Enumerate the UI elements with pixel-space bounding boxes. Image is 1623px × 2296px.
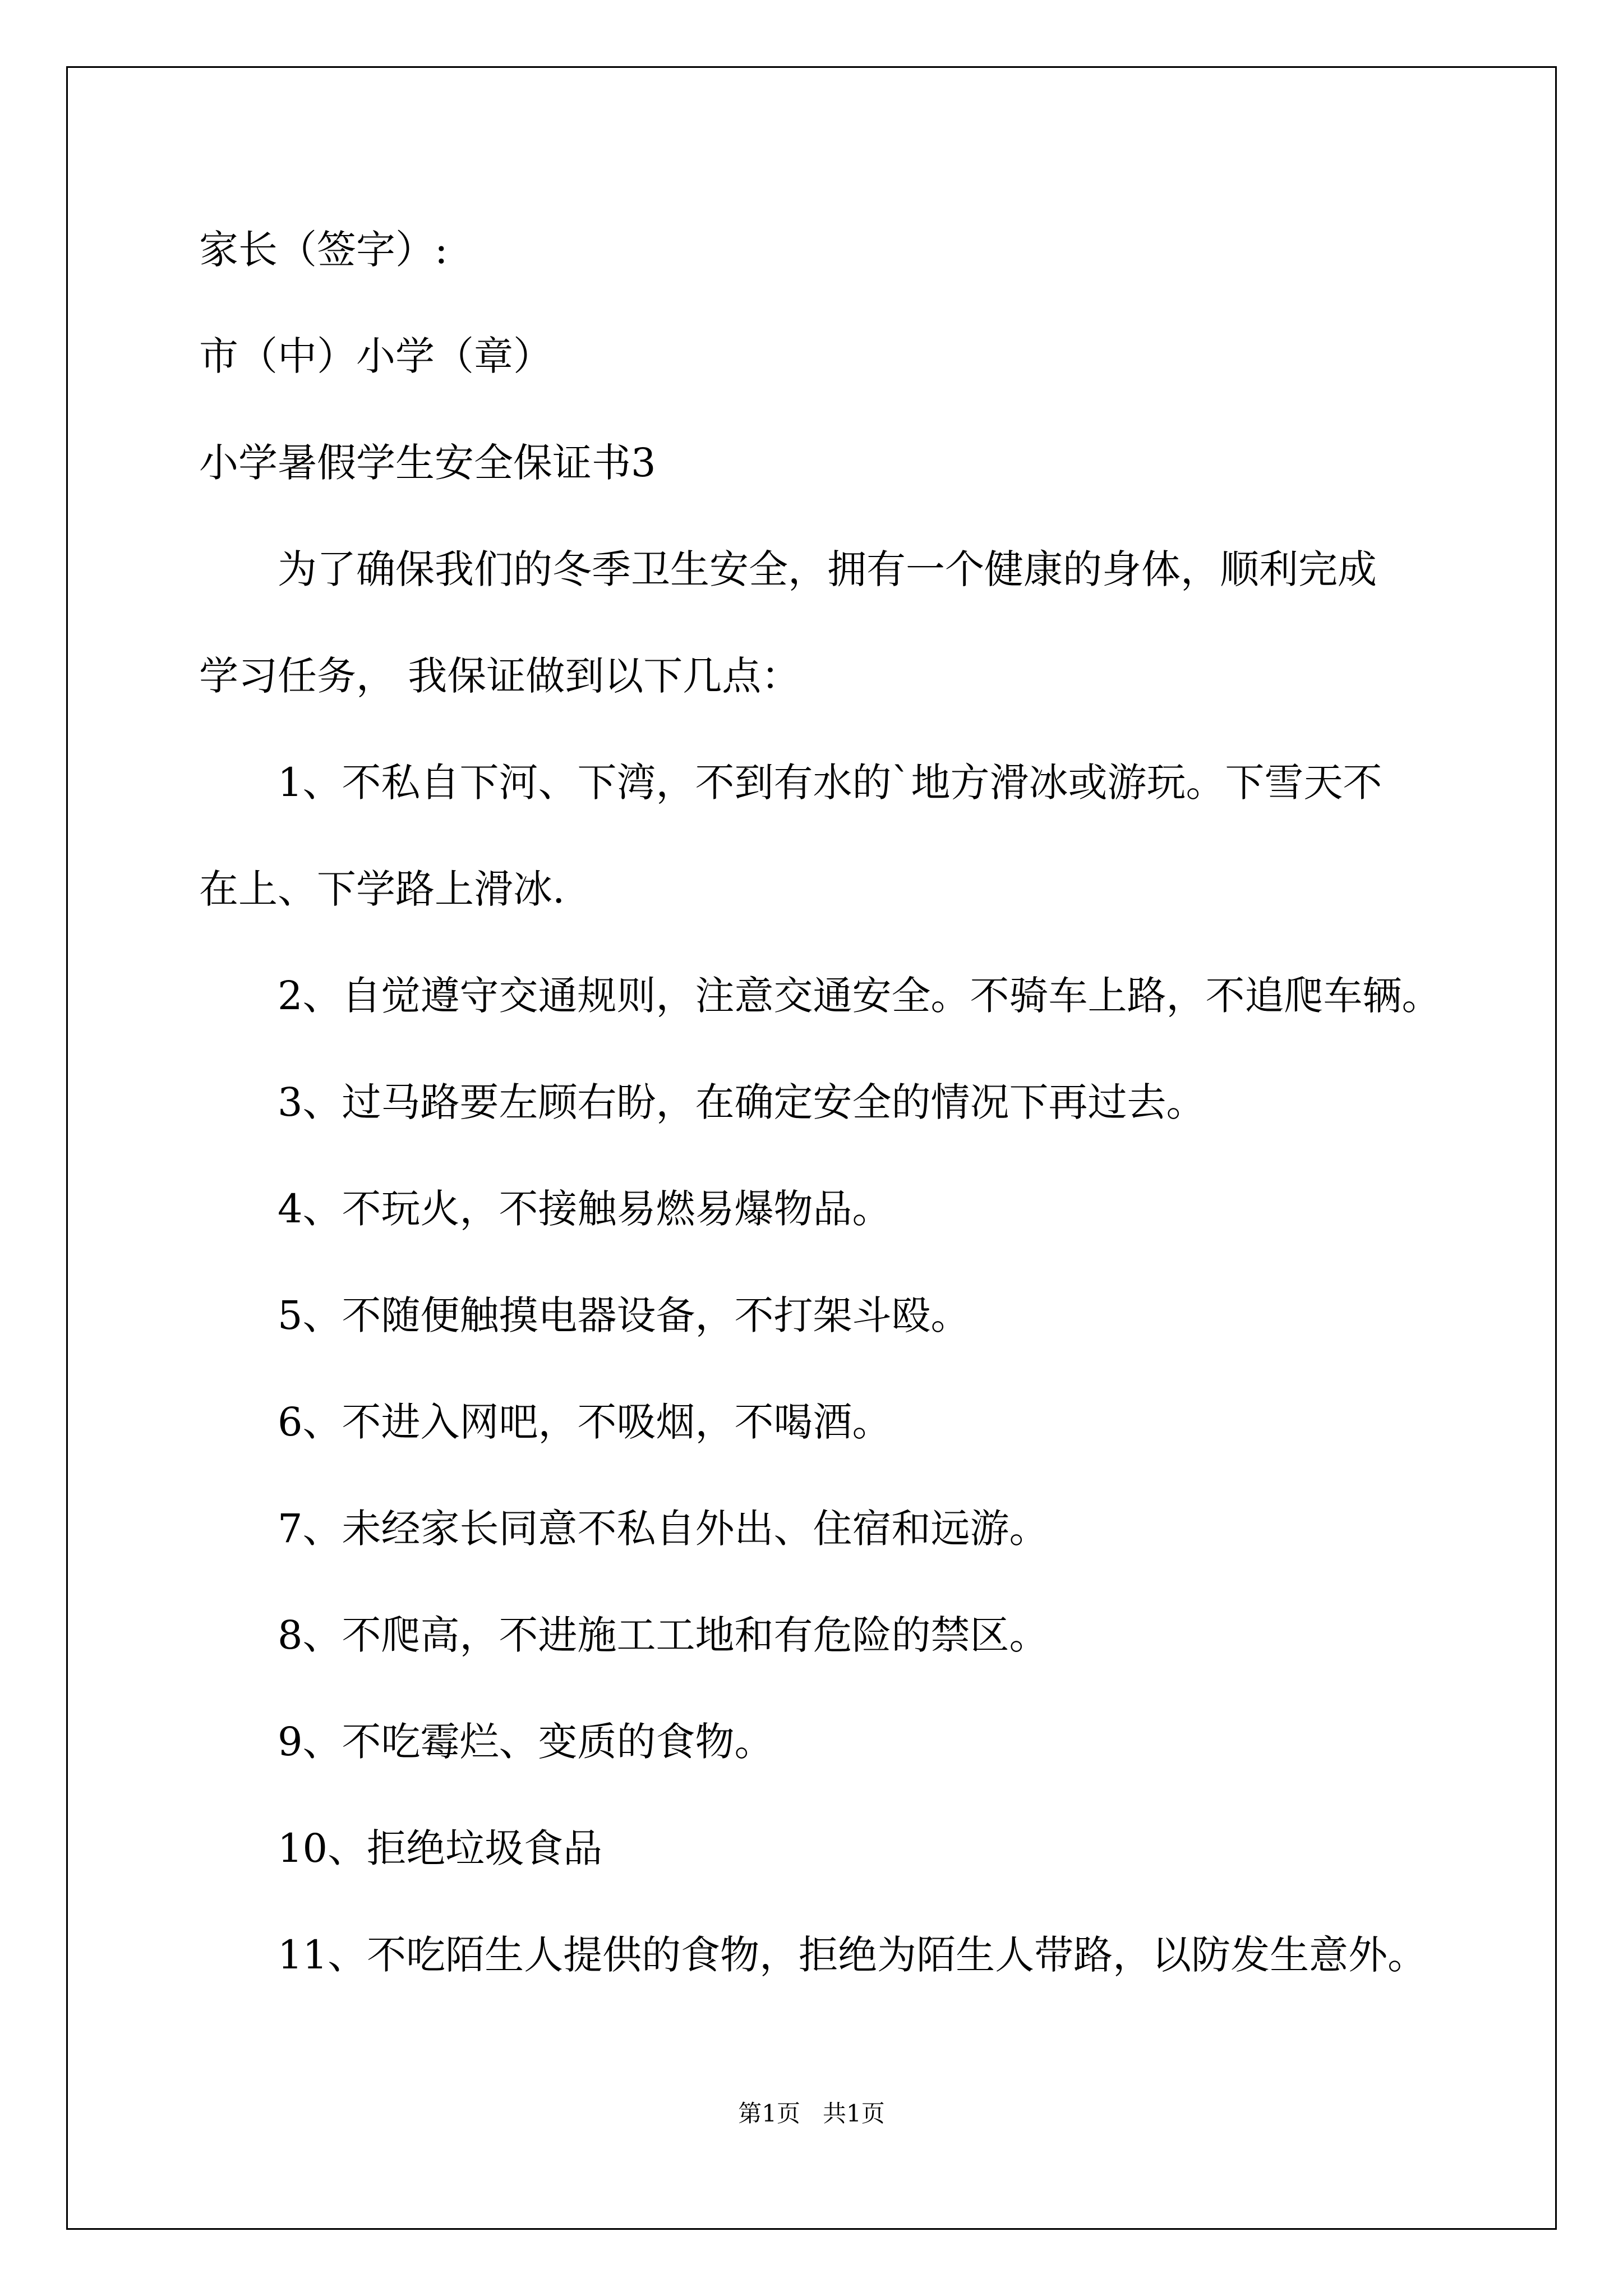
intro-paragraph-line-2: 学习任务， 我保证做到以下几点： (199, 653, 801, 699)
intro-paragraph-line-1: 为了确保我们的冬季卫生安全，拥有一个健康的身体，顺利完成 (278, 546, 1377, 592)
rule-11: 11、不吃陌生人提供的食物，拒绝为陌生人带路，以防发生意外。 (278, 1932, 1427, 1978)
rule-10: 10、拒绝垃圾食品 (278, 1825, 603, 1871)
parent-signature-line: 家长（签字）: (199, 227, 448, 273)
page-border (66, 66, 1557, 2230)
rule-8: 8、不爬高，不进施工工地和有危险的禁区。 (278, 1612, 1049, 1658)
document-title: 小学暑假学生安全保证书3 (199, 440, 656, 486)
rule-6: 6、不进入网吧，不吸烟，不喝酒。 (278, 1399, 892, 1445)
page-footer: 第1页 共1页 (738, 2100, 885, 2127)
rule-9: 9、不吃霉烂、变质的食物。 (278, 1719, 774, 1765)
rule-5: 5、不随便触摸电器设备，不打架斗殴。 (278, 1292, 970, 1338)
rule-1-line-1: 1、不私自下河、下湾，不到有水的`地方滑冰或游玩。下雪天不 (278, 760, 1382, 806)
rule-1-line-2: 在上、下学路上滑冰. (199, 866, 565, 912)
rule-7: 7、未经家长同意不私自外出、住宿和远游。 (278, 1506, 1049, 1552)
rule-2: 2、自觉遵守交通规则，注意交通安全。不骑车上路，不追爬车辆。 (278, 973, 1441, 1019)
rule-4: 4、不玩火，不接触易燃易爆物品。 (278, 1186, 892, 1232)
school-seal-line: 市（中）小学（章） (199, 333, 552, 379)
rule-3: 3、过马路要左顾右盼，在确定安全的情况下再过去。 (278, 1079, 1206, 1125)
